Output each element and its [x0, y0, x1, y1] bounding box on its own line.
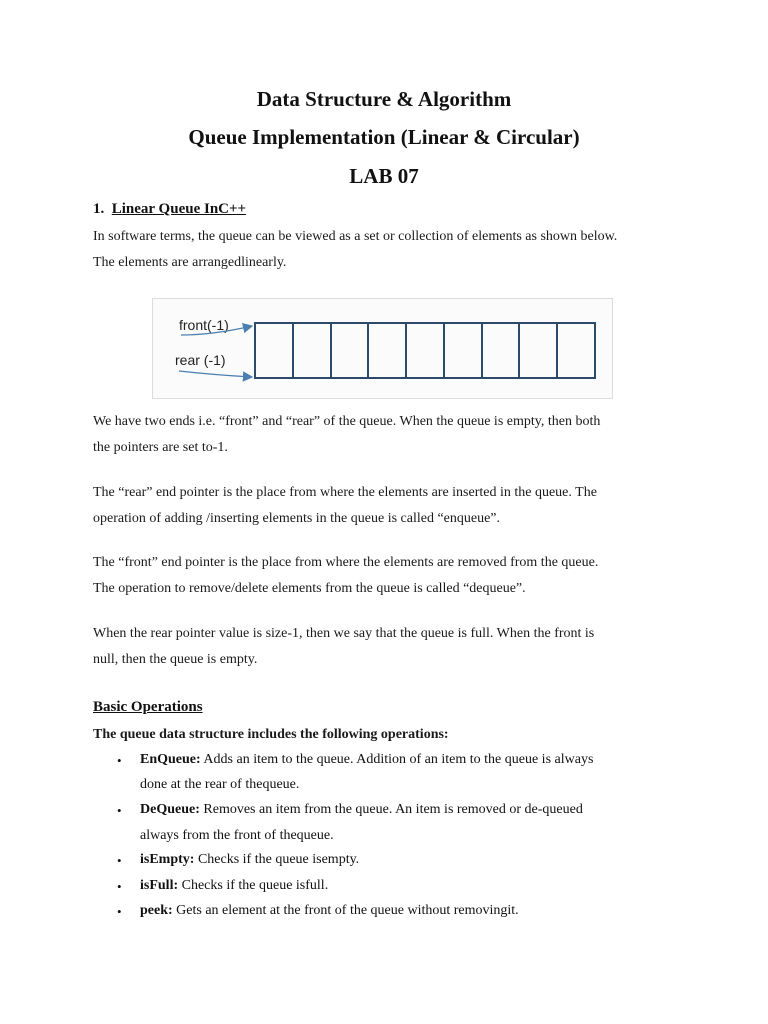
para-4-line-2: null, then the queue is empty. — [93, 652, 258, 667]
op-dequeue-cont: always from the front of thequeue. — [140, 828, 334, 843]
para-3-line-2: The operation to remove/delete elements from the queue is called “dequeue”. — [93, 581, 526, 596]
op-term: DeQueue: — [140, 802, 200, 817]
queue-cell — [332, 324, 370, 377]
op-isfull — [140, 878, 328, 894]
queue-cell — [445, 324, 483, 377]
op-enqueue — [140, 752, 593, 768]
front-label: front(-1) — [179, 317, 229, 333]
op-isempty — [140, 852, 359, 868]
bullet-icon: • — [117, 803, 122, 818]
op-desc: Removes an item from the queue. An item is removed or de-queued — [203, 802, 583, 817]
queue-cell — [256, 324, 294, 377]
section-title: Linear Queue InC++ — [111, 201, 247, 217]
bullet-icon: • — [117, 853, 122, 868]
para-2-line-2: operation of adding /inserting elements in the queue is called “enqueue”. — [93, 511, 501, 526]
op-enqueue-cont: done at the rear of thequeue. — [140, 777, 300, 792]
lab-number: LAB 07 — [349, 164, 419, 188]
bullet-icon: • — [117, 753, 122, 768]
basic-operations-title: Basic Operations — [93, 699, 203, 715]
linear-queue-diagram — [152, 298, 613, 399]
front-arrow — [181, 326, 252, 335]
rear-label: rear (-1) — [175, 352, 226, 368]
doc-title: Data Structure & Algorithm — [256, 87, 512, 111]
para-2-line-1: The “rear” end pointer is the place from where the elements are inserted in the queue. The — [93, 485, 597, 500]
intro-line-2: The elements are arrangedlinearly. — [93, 255, 287, 270]
op-dequeue — [140, 802, 583, 818]
operations-intro: The queue data structure includes the following operations: — [93, 727, 449, 742]
op-desc: Adds an item to the queue. Addition of an item to the queue is always — [203, 752, 594, 767]
op-term: isFull: — [140, 878, 179, 893]
queue-cell — [483, 324, 521, 377]
op-peek — [140, 903, 519, 919]
doc-subtitle: Queue Implementation (Linear & Circular) — [188, 125, 580, 149]
queue-cells — [254, 322, 596, 379]
op-term: isEmpty: — [140, 852, 195, 867]
op-desc: Checks if the queue isempty. — [197, 852, 360, 867]
op-desc: Checks if the queue isfull. — [181, 878, 329, 893]
rear-arrow — [179, 371, 252, 377]
para-3-line-1: The “front” end pointer is the place from where the elements are removed from the queue. — [93, 555, 599, 570]
para-1-line-2: the pointers are set to-1. — [93, 440, 228, 455]
basic-operations-heading — [93, 699, 203, 716]
op-desc: Gets an element at the front of the queue without removingit. — [176, 903, 519, 918]
para-1-line-1: We have two ends i.e. “front” and “rear” of the queue. When the queue is empty, then both — [93, 414, 601, 429]
intro-line-1: In software terms, the queue can be viewed as a set or collection of elements as shown below. — [93, 229, 618, 244]
queue-cell — [520, 324, 558, 377]
op-term: peek: — [140, 903, 173, 918]
bullet-icon: • — [117, 904, 122, 919]
queue-cell — [407, 324, 445, 377]
queue-cell — [558, 324, 594, 377]
op-term: EnQueue: — [140, 752, 201, 767]
bullet-icon: • — [117, 879, 122, 894]
para-4-line-1: When the rear pointer value is size-1, then we say that the queue is full. When the front is — [93, 626, 595, 641]
section-heading-linear-queue — [93, 201, 246, 218]
queue-cell — [294, 324, 332, 377]
section-number: 1. — [93, 201, 105, 217]
queue-cell — [369, 324, 407, 377]
